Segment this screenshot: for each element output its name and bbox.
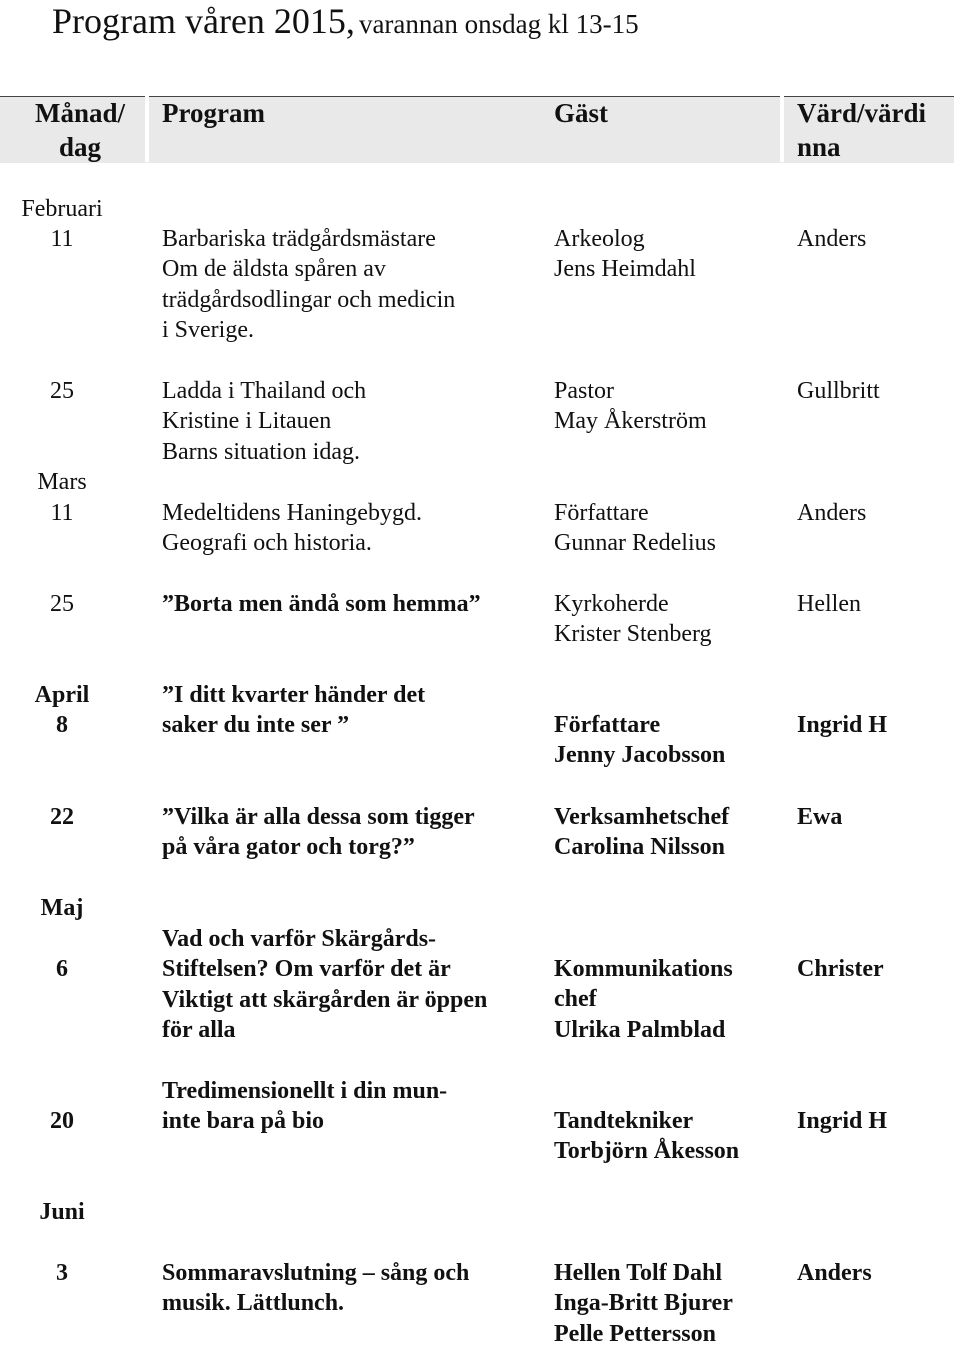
day-number: 6: [56, 956, 68, 982]
header-date-line: dag: [58, 132, 102, 162]
program-cell: [162, 802, 475, 863]
header-date: [18, 96, 142, 164]
program-line: Stiftelsen? Om varför det är: [162, 956, 451, 983]
header-guest: Gäst: [554, 98, 608, 128]
header-host: [797, 96, 926, 164]
guest-cell: [554, 589, 712, 650]
guest-cell: [554, 954, 733, 1045]
guest-line: Torbjörn Åkesson: [554, 1138, 740, 1165]
program-line: ”Vilka är alla dessa som tigger: [162, 804, 475, 830]
month-label: Februari: [21, 196, 103, 222]
title-main: Program våren 2015,: [52, 1, 355, 41]
guest-line: Tandtekniker: [554, 1108, 694, 1134]
program-line: inte bara på bio: [162, 1108, 325, 1135]
host-cell: Christer: [797, 956, 884, 982]
program-line: Ladda i Thailand och: [162, 378, 367, 404]
program-line: trädgårdsodlingar och medicin: [162, 286, 456, 313]
guest-line: Ulrika Palmblad: [554, 1016, 726, 1043]
guest-cell: [554, 802, 729, 863]
guest-line: Gunnar Redelius: [554, 530, 716, 557]
guest-line: Carolina Nilsson: [554, 834, 725, 861]
month-label: Maj: [40, 895, 84, 921]
day-number: 25: [50, 378, 74, 404]
guest-line: Verksamhetschef: [554, 804, 730, 830]
day-number: 11: [50, 226, 74, 252]
guest-line: Kyrkoherde: [554, 591, 669, 617]
program-line: på våra gator och torg?”: [162, 834, 415, 861]
host-cell: Ewa: [797, 804, 843, 830]
guest-line: Jens Heimdahl: [554, 256, 696, 283]
program-line: Om de äldsta spåren av: [162, 256, 386, 283]
guest-cell: [554, 710, 725, 771]
guest-line: Hellen Tolf Dahl: [554, 1260, 723, 1286]
program-line: Barbariska trädgårdsmästare: [162, 226, 436, 252]
program-cell: [162, 224, 455, 346]
guest-line: May Åkerström: [554, 408, 707, 435]
month-label: April: [34, 682, 90, 708]
guest-cell: [554, 224, 696, 285]
program-cell: [162, 680, 425, 741]
program-cell: [162, 1258, 469, 1319]
guest-line: Kommunikations: [554, 956, 733, 982]
program-line: Sommaravslutning – sång och: [162, 1260, 470, 1286]
guest-line: Författare: [554, 500, 649, 526]
day-number: 3: [56, 1260, 68, 1286]
day-number: 11: [50, 500, 74, 526]
host-cell: Anders: [797, 226, 867, 252]
host-cell: Hellen: [797, 591, 861, 617]
guest-line: chef: [554, 986, 597, 1013]
day-number: 8: [56, 712, 68, 738]
title-subtitle: varannan onsdag kl 13-15: [358, 9, 639, 39]
day-number: 22: [50, 804, 74, 830]
host-cell: Ingrid H: [797, 712, 888, 738]
program-cell: [162, 924, 487, 1046]
header-host-line: Värd/värdi: [797, 98, 927, 128]
header-program: Program: [162, 98, 265, 128]
month-label: Mars: [37, 469, 87, 495]
program-line: Medeltidens Haningebygd.: [162, 500, 422, 526]
guest-cell: [554, 498, 716, 559]
host-cell: Ingrid H: [797, 1108, 888, 1134]
program-line: Viktigt att skärgården är öppen: [162, 986, 488, 1013]
header-host-line: nna: [797, 132, 841, 162]
program-cell: [162, 376, 366, 467]
month-label: Juni: [39, 1199, 85, 1225]
program-line: Kristine i Litauen: [162, 408, 332, 435]
program-line: i Sverige.: [162, 317, 254, 344]
guest-line: Krister Stenberg: [554, 621, 712, 648]
guest-line: Pastor: [554, 378, 614, 404]
program-line: Tredimensionellt i din mun-: [162, 1078, 448, 1104]
program-cell: [162, 1076, 447, 1137]
header-separator: [145, 96, 149, 162]
guest-line: Inga-Britt Bjurer: [554, 1290, 733, 1317]
header-date-line: Månad/: [34, 98, 126, 128]
program-line: Vad och varför Skärgårds-: [162, 926, 437, 952]
host-cell: Anders: [797, 1260, 872, 1286]
program-line: musik. Lättlunch.: [162, 1290, 345, 1317]
program-line: för alla: [162, 1017, 236, 1044]
header-separator: [780, 96, 784, 162]
guest-line: Pelle Pettersson: [554, 1320, 716, 1347]
guest-cell: [554, 1258, 733, 1349]
program-cell: [162, 498, 422, 559]
program-line: saker du inte ser ”: [162, 712, 350, 739]
guest-line: Författare: [554, 712, 661, 738]
page-title: [52, 0, 639, 42]
host-cell: Anders: [797, 500, 867, 526]
guest-cell: [554, 376, 707, 437]
guest-line: Arkeolog: [554, 226, 645, 252]
program-line: Geografi och historia.: [162, 530, 372, 557]
day-number: 20: [50, 1108, 74, 1134]
guest-cell: [554, 1106, 739, 1167]
day-number: 25: [50, 591, 74, 617]
guest-line: Jenny Jacobsson: [554, 742, 726, 769]
program-line: Barns situation idag.: [162, 438, 360, 465]
host-cell: Gullbritt: [797, 378, 880, 404]
program-cell: [162, 589, 481, 619]
program-line: ”Borta men ändå som hemma”: [162, 591, 481, 617]
program-line: ”I ditt kvarter händer det: [162, 682, 426, 708]
